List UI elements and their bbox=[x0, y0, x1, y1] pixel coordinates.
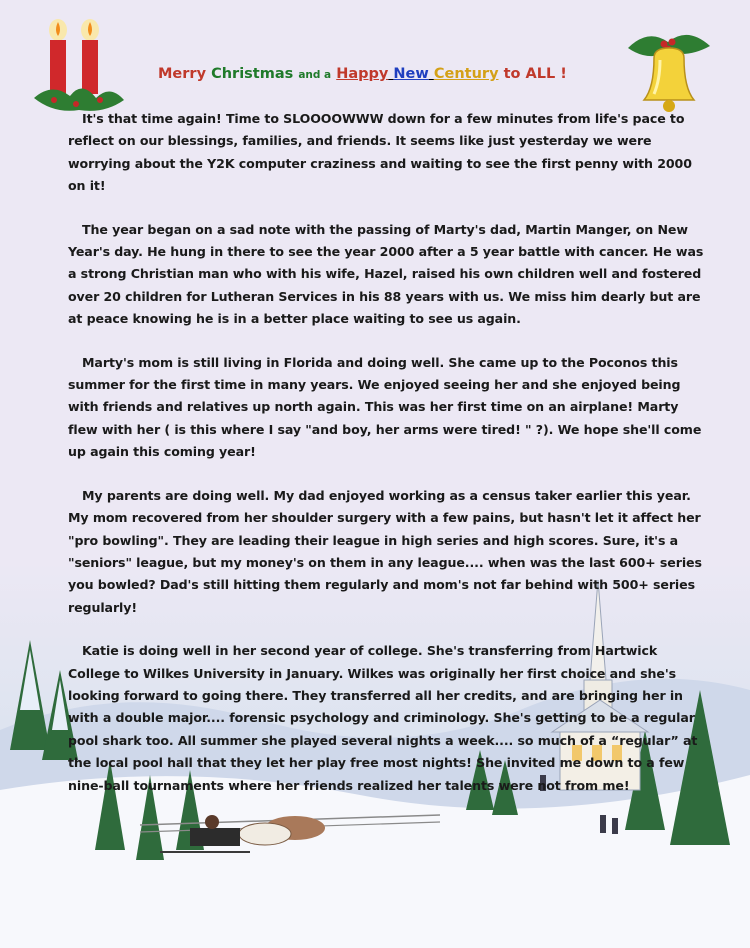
greeting-heading bbox=[158, 66, 628, 82]
greeting-merry: Merry bbox=[158, 66, 207, 82]
bell-icon bbox=[618, 18, 718, 118]
letter-body bbox=[68, 108, 708, 818]
paragraph-intro: It's that time again! Time to SLOOOOWWW down for a few minutes from life's pace to reflect on our blessings, families, and friends. It seems like just yesterday we were worrying about the Y2K computer craziness and waiting to see the first penny with 2000 on it! bbox=[68, 111, 692, 194]
candles-icon bbox=[34, 18, 124, 114]
paragraph-katie: Katie is doing well in her second year of college. She's transferring from Hartwick College to Wilkes University in January. Wilkes was originally her first choice and she's looking forward to going there. They transferred all her credits, and are bringing her in with a double major.... forensic psychology and criminology. She's getting to be a regular pool shark too. All summer she played several nights a week.... so much of a “regular” at the local pool hall that they let her play free most nights! She invited me down to a few nine-ball tournaments where her friends realized her talents were not from me! bbox=[68, 643, 698, 793]
greeting-century: Century bbox=[433, 66, 499, 82]
greeting-and-a: and a bbox=[298, 69, 332, 81]
paragraph-marty-dad: The year began on a sad note with the passing of Marty's dad, Martin Manger, on New Year's day. He hung in there to see the year 2000 after a 5 year battle with cancer. He was a strong Christian man who with his wife, Hazel, raised his own children well and fostered over 20 children for Lutheran Services in his 88 years with us. We miss him dearly but are at peace knowing he is in a better place waiting to see us again. bbox=[68, 221, 704, 327]
paragraph-parents: My parents are doing well. My dad enjoyed working as a census taker earlier this year. My mom recovered from her shoulder surgery with a few pains, but hasn't let it affect her "pro bowling". They are leading their league in high series and high scores. Sure, it's a "seniors" league, but my money's on them in any league.... when was the last 600+ series you bowled? Dad's still hitting them regularly and mom's not far behind with 500+ series regularly! bbox=[68, 487, 702, 615]
greeting-to-all: to ALL ! bbox=[503, 66, 567, 82]
paragraph-marty-mom: Marty's mom is still living in Florida and doing well. She came up to the Poconos this summer for the first time in many years. We enjoyed seeing her and she enjoyed being with friends and relatives up north again. This was her first time on an airplane! Marty flew with her ( is this where I say "and boy, her arms were tired! " ?). We hope she'll come up again this coming year! bbox=[68, 354, 702, 460]
greeting-new: New bbox=[393, 66, 429, 82]
greeting-happy: Happy bbox=[336, 66, 389, 82]
greeting-christmas: Christmas bbox=[211, 66, 294, 82]
